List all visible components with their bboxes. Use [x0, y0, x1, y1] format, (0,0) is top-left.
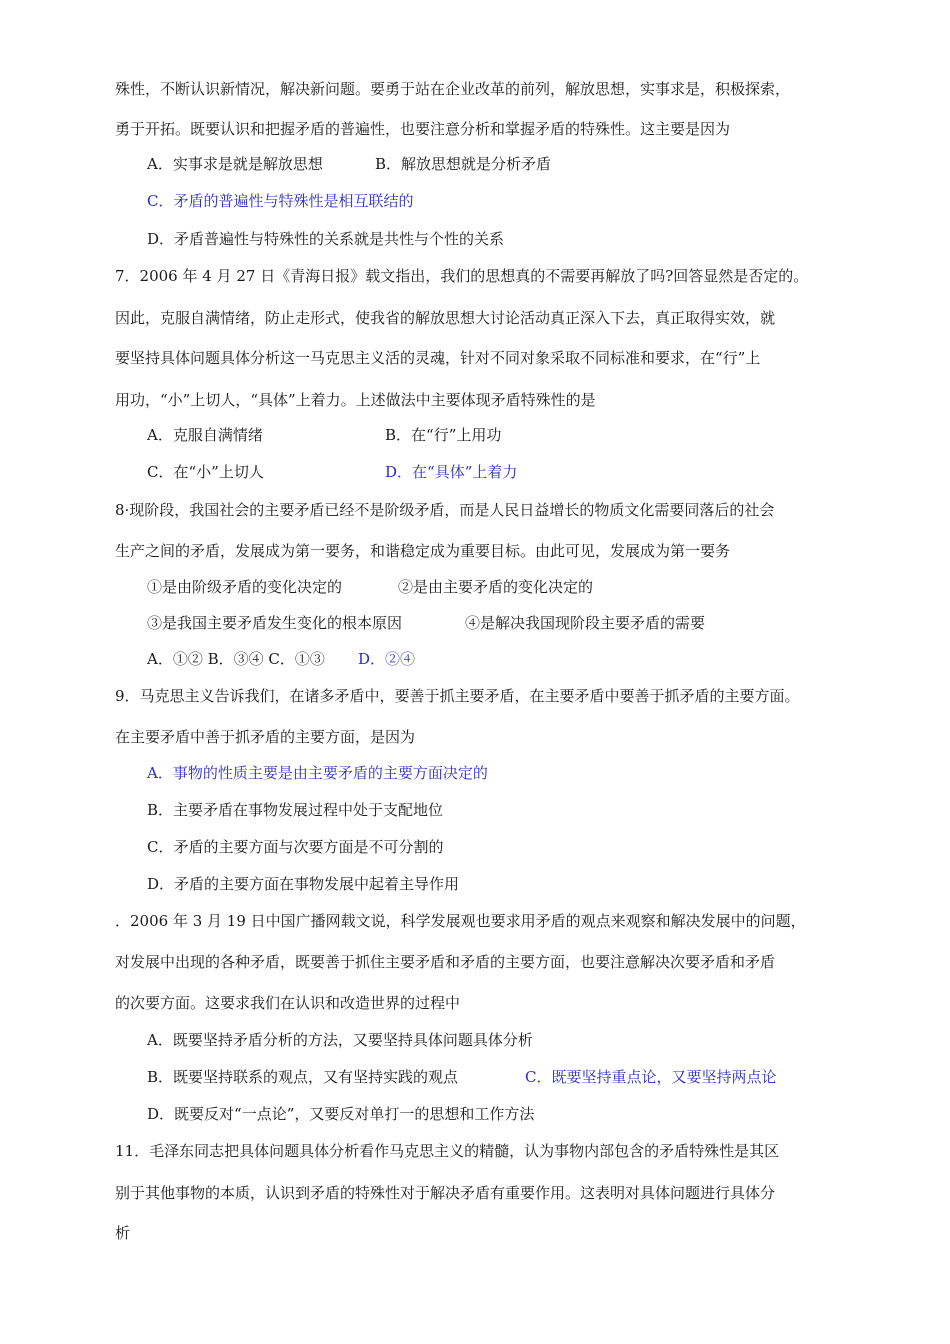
q8-statement-3: ③是我国主要矛盾发生变化的根本原因	[147, 614, 403, 632]
intro-option-d: D．矛盾普遍性与特殊性的关系就是共性与个性的关系	[147, 230, 505, 248]
q9-line-1: 9．马克思主义告诉我们，在诸多矛盾中，要善于抓主要矛盾，在主要矛盾中要善于抓矛盾的主要方面。	[115, 687, 800, 705]
q10-option-c: C．既要坚持重点论，又要坚持两点论	[525, 1068, 777, 1086]
q7-option-a: A．克服自满情绪	[147, 426, 263, 444]
q8-options-abc: A．①② B．③④ C．①③	[147, 650, 325, 668]
q8-statement-4: ④是解决我国现阶段主要矛盾的需要	[465, 614, 706, 632]
q11-line-3: 析	[115, 1224, 131, 1242]
q11-line-2: 别于其他事物的本质，认识到矛盾的特殊性对于解决矛盾有重要作用。这表明对具体问题进行具体分	[115, 1184, 776, 1202]
q7-line-4: 用功，“小”上切人，“具体”上着力。上述做法中主要体现矛盾特殊性的是	[115, 391, 596, 409]
q8-line-2: 生产之间的矛盾，发展成为第一要务，和谐稳定成为重要目标。由此可见，发展成为第一要务	[115, 542, 731, 560]
q8-statement-2: ②是由主要矛盾的变化决定的	[398, 578, 594, 596]
q7-option-b: B．在“行”上用功	[385, 426, 502, 444]
q9-option-b: B．主要矛盾在事物发展过程中处于支配地位	[147, 801, 444, 819]
q7-option-d: D．在“具体”上着力	[385, 463, 518, 481]
q9-option-c: C．矛盾的主要方面与次要方面是不可分割的	[147, 838, 444, 856]
q7-line-2: 因此，克服自满情绪，防止走形式，使我省的解放思想大讨论活动真正深入下去，真正取得实效，就	[115, 309, 776, 327]
q10-option-d: D．既要反对“一点论”，又要反对单打一的思想和工作方法	[147, 1105, 535, 1123]
intro-line-1: 殊性，不断认识新情况，解决新问题。要勇于站在企业改革的前列，解放思想，实事求是，积极探索，	[115, 80, 791, 98]
intro-line-2: 勇于开拓。既要认识和把握矛盾的普遍性，也要注意分析和掌握矛盾的特殊性。这主要是因为	[115, 120, 731, 138]
q8-line-1: 8·现阶段，我国社会的主要矛盾已经不是阶级矛盾，而是人民日益增长的物质文化需要同落后的社会	[115, 501, 775, 519]
q7-line-3: 要坚持具体问题具体分析这一马克思主义活的灵魂，针对不同对象采取不同标准和要求，在“行”上	[115, 349, 761, 367]
intro-option-c: C．矛盾的普遍性与特殊性是相互联结的	[147, 192, 414, 210]
q7-option-c: C．在“小”上切人	[147, 463, 264, 481]
q9-option-a: A．事物的性质主要是由主要矛盾的主要方面决定的	[147, 764, 488, 782]
q10-line-1: ．2006 年 3 月 19 日中国广播网载文说，科学发展观也要求用矛盾的观点来观察和解决发展中的问题，	[115, 912, 806, 930]
q8-option-d: D．②④	[358, 650, 416, 668]
q11-line-1: 11．毛泽东同志把具体问题具体分析看作马克思主义的精髓，认为事物内部包含的矛盾特殊性是其区	[115, 1142, 780, 1160]
q9-option-d: D．矛盾的主要方面在事物发展中起着主导作用	[147, 875, 460, 893]
q9-line-2: 在主要矛盾中善于抓矛盾的主要方面，是因为	[115, 728, 416, 746]
q10-line-2: 对发展中出现的各种矛盾，既要善于抓住主要矛盾和矛盾的主要方面，也要注意解决次要矛盾和矛盾	[115, 953, 776, 971]
intro-option-a: A．实事求是就是解放思想	[147, 155, 323, 173]
intro-option-b: B．解放思想就是分析矛盾	[375, 155, 552, 173]
q10-option-b: B．既要坚持联系的观点，又有坚持实践的观点	[147, 1068, 459, 1086]
q7-line-1: 7．2006 年 4 月 27 日《青海日报》载文指出，我们的思想真的不需要再解放了吗?回答显然是否定的。	[115, 267, 809, 285]
q10-line-3: 的次要方面。这要求我们在认识和改造世界的过程中	[115, 994, 461, 1012]
q10-option-a: A．既要坚持矛盾分析的方法，又要坚持具体问题具体分析	[147, 1031, 533, 1049]
q8-statement-1: ①是由阶级矛盾的变化决定的	[147, 578, 343, 596]
